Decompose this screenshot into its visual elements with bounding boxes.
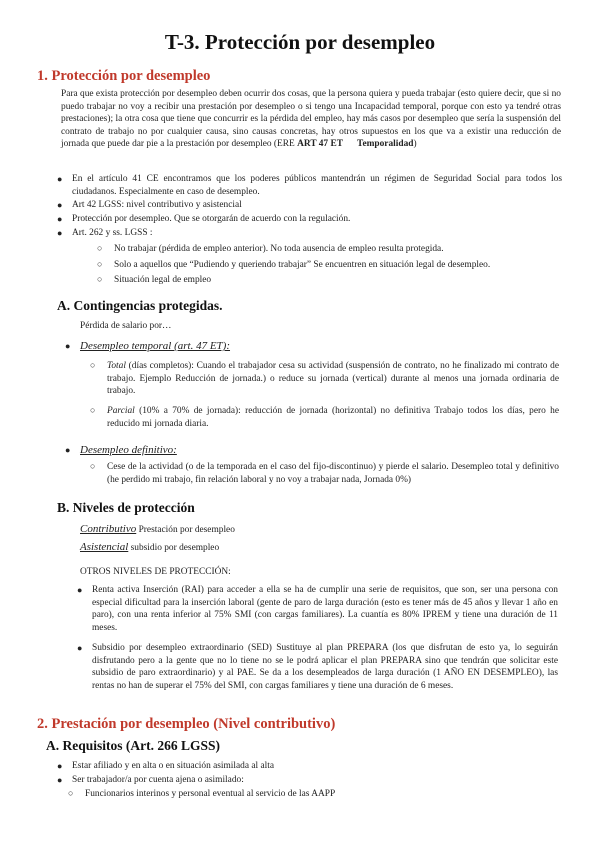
ring-bullet-icon: ○: [90, 461, 96, 471]
list-item: ● Subsidio por desempleo extraordinario (SED) Sustituye al plan PREPARA (los que disfrutan de esto ya, lo seguirán disfrutando pero a la gente que no lo tiene no se le podrá aplicar el plan PREPARA sino que tendrán que solicitar este subsidio de paro extraordinario) y al PAE. Se da a los desempleados de larga duración (1 AÑO EN DESEMPLEO), las rentas no han de superar el 75% del SMI, con cargas familiares y tiene una duración de 6 meses.: [77, 643, 558, 691]
ring-bullet-icon: ○: [90, 405, 96, 415]
section-2-heading: 2. Prestación por desempleo (Nivel contributivo): [37, 716, 336, 732]
list-item: ● Estar afiliado y en alta o en situación asimilada al alta: [57, 761, 275, 771]
page-title: T-3. Protección por desempleo: [164, 30, 436, 54]
bullet-icon: ●: [57, 174, 63, 184]
asistencial-line: Asistencial subsidio por desempleo: [80, 541, 220, 553]
intro-bold-temporalidad: Temporalidad: [357, 139, 414, 150]
list-item: [65, 340, 560, 354]
ring-bullet-icon: ○: [97, 274, 103, 284]
section-1-intro: [61, 88, 561, 151]
parcial-label: Parcial: [107, 406, 135, 416]
sub-list-item: ○ Total (días completos): Cuando el trabajador cesa su actividad (suspensión de contrato, no he finalizado mi contrato de trabajo. Ejemplo Reducción de jornada.) o reduce su jornada (vertical) durante al menos una jornada ordinaria de trabajo.: [90, 360, 559, 397]
section-1-heading: 1. Protección por desempleo: [37, 68, 211, 84]
bullet-icon: ●: [57, 200, 63, 210]
sub-list-item: ○ Solo a aquellos que “Pudiendo y queriendo trabajar” Se encuentren en situación legal de desempleo.: [97, 259, 491, 270]
sub-list-item: ○ Cese de la actividad (o de la temporada en el caso del fijo-discontinuo) y pierde el salario. Desempleo total y definitivo (he perdido mi trabajo, fin relación laboral y no voy a trabajar nada, Jornada 0%): [90, 461, 559, 485]
contributivo-line: Contributivo Prestación por desempleo: [80, 523, 235, 535]
bullet-icon: ●: [65, 445, 71, 455]
bullet-icon: ●: [65, 341, 71, 351]
list-item: ● Art 42 LGSS: nivel contributivo y asistencial: [57, 200, 242, 210]
intro-text: Para que exista protección por desempleo deben ocurrir dos cosas, que la persona quiera y pueda trabajar (esto quiere decir, que si no puedo trabajar no voy a recibir una prestación por desempleo o si tengo una Incapacidad temporal, porque con esto ya tendré otras prestaciones); la otra cosa que tiene que concurrir es la pérdida del empleo, hay más casos por desempleo que sería la suspensión del contrato de trabajo no por cualquier causa, sino causas concretas, hay otros supuestos en los que va a existir una reducción de jornada que puede dar pie a la prestación por desempleo (ERE: [61, 89, 561, 150]
list-item: ● Protección por desempleo. Que se otorgarán de acuerdo con la regulación.: [57, 214, 351, 224]
list-item: ● Art. 262 y ss. LGSS :: [57, 228, 153, 238]
intro-end: ): [413, 139, 417, 150]
section-a-heading: A. Contingencias protegidas.: [57, 298, 223, 313]
list-item: ● En el artículo 41 CE encontramos que los poderes públicos mantendrán un régimen de Seguridad Social para todos los ciudadanos. Especialmente en caso de desempleo.: [57, 174, 562, 197]
intro-bold-art47: ART 47 ET: [297, 139, 343, 150]
ring-bullet-icon: ○: [68, 788, 74, 798]
bullet-icon: ●: [57, 214, 63, 224]
list-item: ● Renta activa Inserción (RAI) para acceder a ella se ha de cumplir una serie de requisitos, que son, ser una persona con especial dificultad para la inserción laboral (gente de paro de larga duración (esto es tener más de 45 años y llevar 1 año en paro), con una renta inferior al 75% SMI (con cargas familiares). La cuantía es 80% IPREM y tiene una duración de 11 meses.: [77, 585, 558, 633]
sub-list-item: ○ Situación legal de empleo: [97, 274, 212, 285]
sub-list-item: ○ No trabajar (pérdida de empleo anterior). No toda ausencia de empleo resulta protegida.: [97, 243, 444, 254]
total-label: Total: [107, 361, 126, 371]
sub-list-item: ○ Parcial (10% a 70% de jornada): reducción de jornada (horizontal) no definitiva Trabajo todos los días, pero he reducido mi jornada diaria.: [90, 405, 559, 429]
section-b-heading: B. Niveles de protección: [57, 500, 195, 515]
section-a-lead: Pérdida de salario por…: [80, 321, 172, 331]
desempleo-temporal-label: Desempleo temporal (art. 47 ET):: [80, 340, 231, 352]
list-item: [65, 444, 560, 458]
otros-niveles-label: OTROS NIVELES DE PROTECCIÓN:: [80, 567, 231, 577]
bullet-icon: ●: [57, 775, 63, 785]
bullet-icon: ●: [77, 585, 83, 595]
bullet-icon: ●: [77, 643, 83, 653]
section-2a-heading: A. Requisitos (Art. 266 LGSS): [46, 738, 221, 753]
desempleo-definitivo-label: Desempleo definitivo:: [80, 444, 177, 456]
list-item: ● Ser trabajador/a por cuenta ajena o asimilado:: [57, 775, 244, 785]
sub-list-item: ○ Funcionarios interinos y personal eventual al servicio de las AAPP: [68, 788, 336, 799]
bullet-icon: ●: [57, 228, 63, 238]
ring-bullet-icon: ○: [90, 360, 96, 370]
ring-bullet-icon: ○: [97, 259, 103, 269]
bullet-icon: ●: [57, 761, 63, 771]
ring-bullet-icon: ○: [97, 243, 103, 253]
